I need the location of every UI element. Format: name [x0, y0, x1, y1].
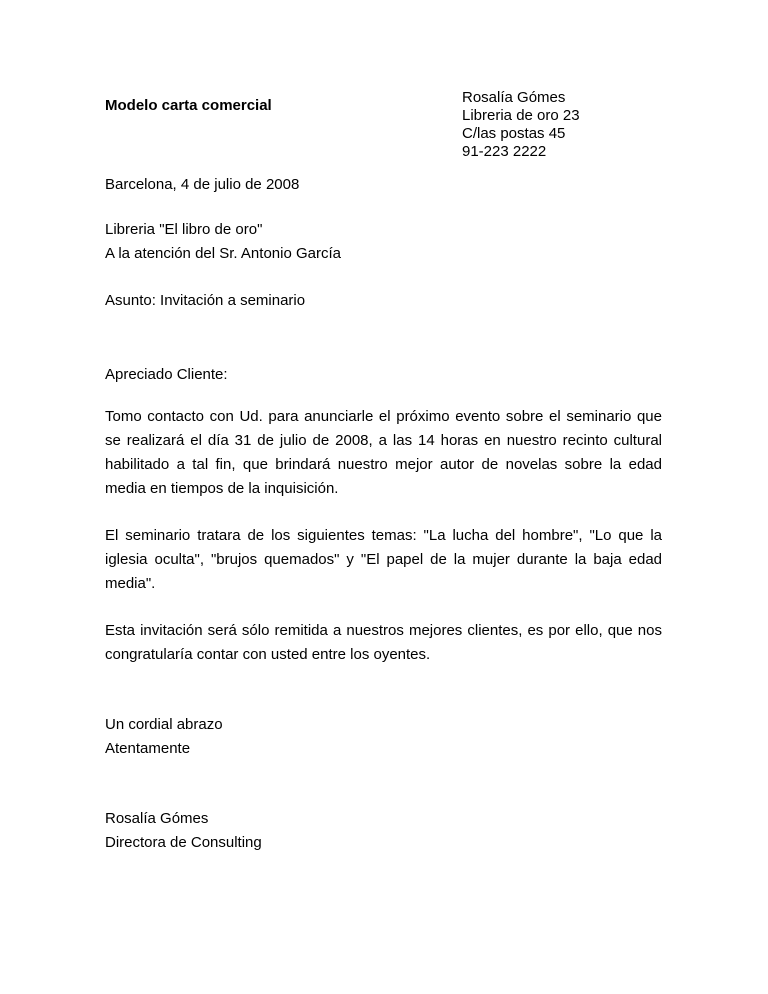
sender-phone: 91-223 2222: [462, 143, 547, 160]
recipient-attention: A la atención del Sr. Antonio García: [105, 245, 341, 262]
sender-address-line-2: C/las postas 45: [462, 125, 566, 142]
subject-line: Asunto: Invitación a seminario: [105, 292, 306, 309]
sender-block: [462, 89, 580, 161]
greeting: Apreciado Cliente:: [105, 366, 228, 383]
date-line: Barcelona, 4 de julio de 2008: [105, 176, 300, 193]
closing-block: [105, 713, 223, 761]
sender-name: Rosalía Gómes: [462, 89, 566, 106]
closing-line-1: Un cordial abrazo: [105, 716, 223, 733]
closing-line-2: Atentamente: [105, 740, 191, 757]
signature-block: [105, 807, 262, 855]
body-paragraph-3: Esta invitación será sólo remitida a nuestros mejores clientes, es por ello, que nos congratularía contar con usted entre los oyentes.: [105, 622, 662, 663]
sender-address-line-1: Libreria de oro 23: [462, 107, 580, 124]
signature-name: Rosalía Gómes: [105, 810, 209, 827]
signature-title: Directora de Consulting: [105, 834, 262, 851]
recipient-company: Libreria "El libro de oro": [105, 221, 263, 238]
document-title: Modelo carta comercial: [105, 97, 272, 114]
body-paragraph-2: El seminario tratara de los siguientes temas: "La lucha del hombre", "Lo que la iglesia oculta", "brujos quemados" y "El papel de la mujer durante la baja edad media".: [105, 527, 662, 592]
body-paragraph-1: Tomo contacto con Ud. para anunciarle el próximo evento sobre el seminario que se realizará el día 31 de julio de 2008, a las 14 horas en nuestro recinto cultural habilitado a tal fin, que brindará nuestro mejor autor de novelas sobre la edad media en tiempos de la inquisición.: [105, 408, 662, 497]
recipient-block: [105, 218, 341, 266]
